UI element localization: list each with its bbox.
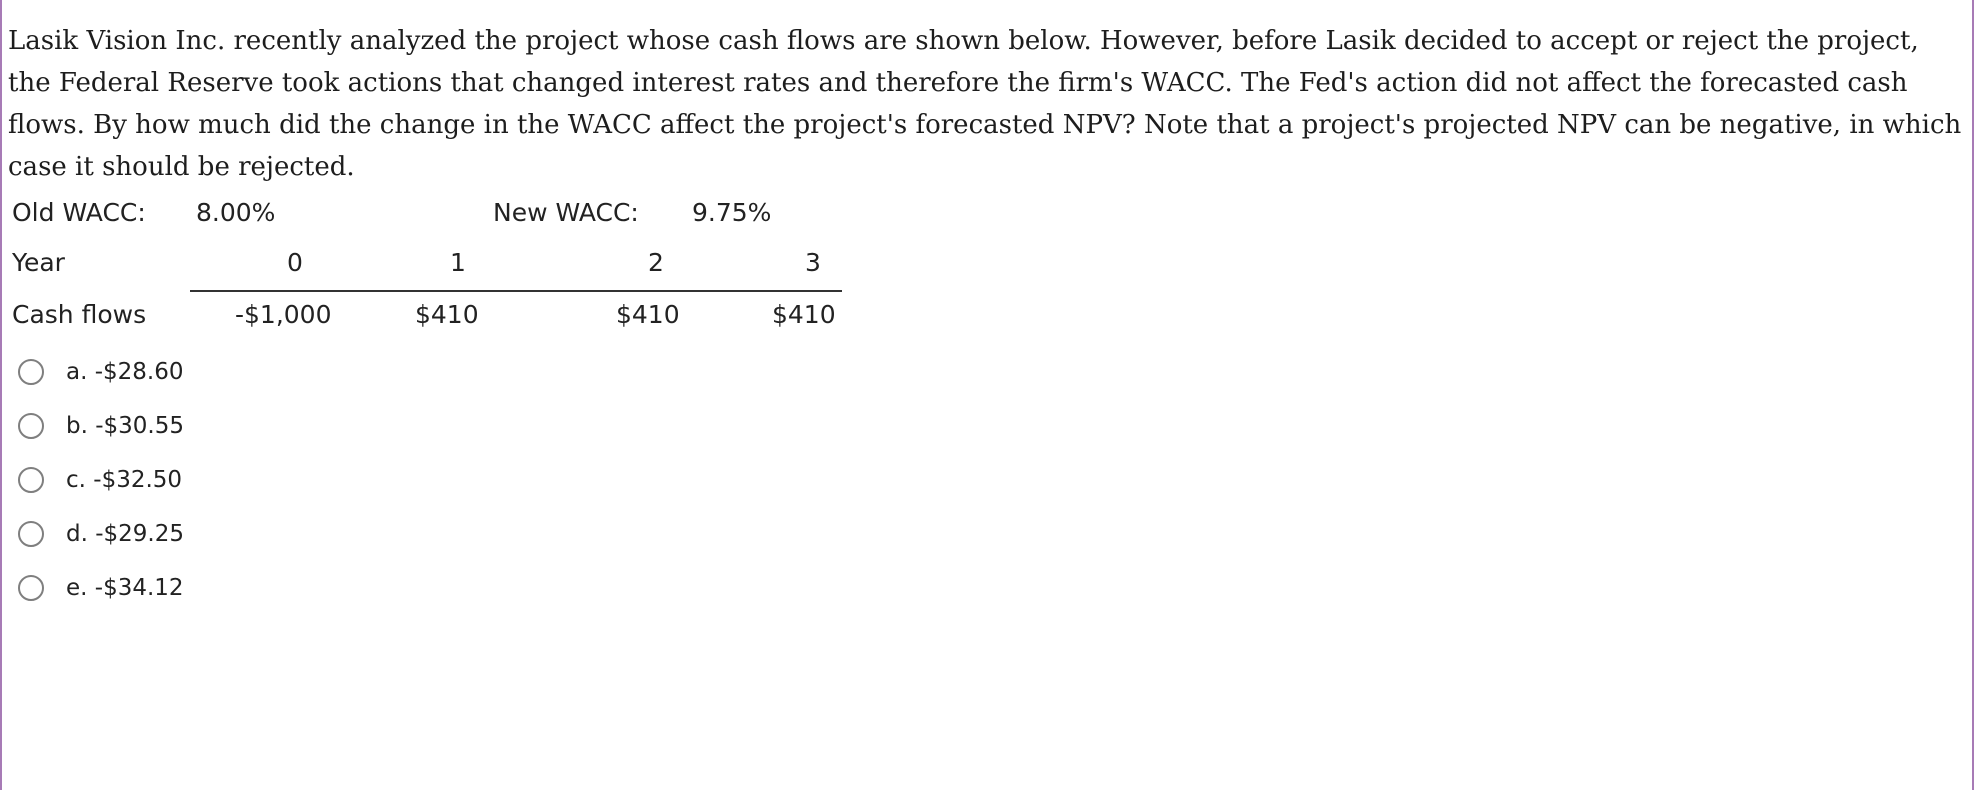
radio-button-a[interactable] <box>18 359 44 385</box>
new-wacc-value: 9.75% <box>692 198 772 227</box>
cash-flow-year-2: $410 <box>616 300 680 329</box>
radio-button-c[interactable] <box>18 467 44 493</box>
answer-option-label: a. -$28.60 <box>66 359 184 385</box>
table-header-rule <box>190 290 842 292</box>
answer-option-d[interactable] <box>18 518 184 550</box>
answer-option-e[interactable] <box>18 572 184 604</box>
answer-option-label: d. -$29.25 <box>66 521 184 547</box>
radio-button-d[interactable] <box>18 521 44 547</box>
answer-option-b[interactable] <box>18 410 184 442</box>
answer-option-label: e. -$34.12 <box>66 575 184 601</box>
year-2: 2 <box>648 248 664 277</box>
year-3: 3 <box>805 248 821 277</box>
cash-flows-label: Cash flows <box>12 300 147 329</box>
radio-button-e[interactable] <box>18 575 44 601</box>
new-wacc-label: New WACC: <box>493 198 639 227</box>
old-wacc-label: Old WACC: <box>12 198 146 227</box>
year-1: 1 <box>450 248 466 277</box>
cash-flow-year-3: $410 <box>772 300 836 329</box>
cash-flow-year-1: $410 <box>415 300 479 329</box>
year-0: 0 <box>287 248 303 277</box>
question-text: Lasik Vision Inc. recently analyzed the project whose cash flows are shown below. However, before Lasik decided to accept or reject the project, the Federal Reserve took actions that changed interest rates and therefore the firm's WACC. The Fed's action did not affect the forecasted cash flows. By how much did the change in the WACC affect the project's forecasted NPV? Note that a project's projected NPV can be negative, in which case it should be rejected. <box>8 26 1962 182</box>
cash-flow-year-0: -$1,000 <box>235 300 332 329</box>
answer-option-label: c. -$32.50 <box>66 467 183 493</box>
old-wacc-value: 8.00% <box>196 198 276 227</box>
year-label: Year <box>12 248 65 277</box>
answer-option-label: b. -$30.55 <box>66 413 184 439</box>
answer-option-c[interactable] <box>18 464 182 496</box>
answer-option-a[interactable] <box>18 356 184 388</box>
radio-button-b[interactable] <box>18 413 44 439</box>
